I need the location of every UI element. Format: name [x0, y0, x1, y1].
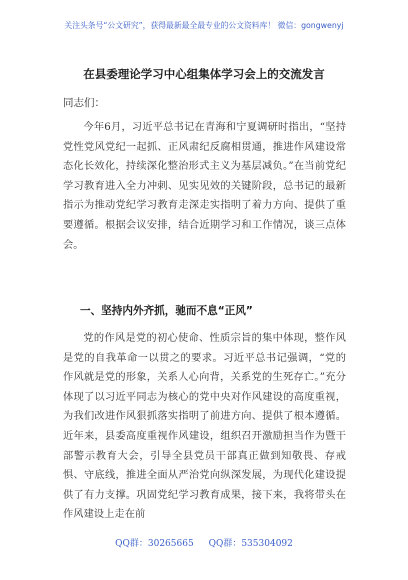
- document-title: 在县委理论学习中心组集体学习会上的交流发言: [83, 67, 325, 81]
- section-heading-1: 一、坚持内外齐抓，驰而不息“正风”: [80, 305, 253, 317]
- footer-qq-group-2: QQ群：535304092: [208, 539, 293, 549]
- footer-qq-group-1: QQ群：30265665: [115, 539, 194, 549]
- paragraph-2: 党的作风是党的初心使命、性质宗旨的集中体现，整作风是党的自我革命一以贯之的要求。习近平总书记强调，“党的作风就是党的形象，关系人心向背，关系党的生死存亡。”充分体现了以习近平同志为核心的党中央对作风建设的高度重视，为我们改进作风狠抓落实指明了前进方向、提供了根本遵循。近年来，县委高度重视作风建设，组织召开激励担当作为暨干部警示教育大会，引导全县党员干部真正做到知敬畏、存戒惧、守底线，推进全面从严治党向纵深发展，为现代化建设提供了有力支撑。巩固党纪学习教育成果，接下来，我将带头在作风建设上走在前: [63, 333, 346, 521]
- header-note: 关注头条号“公文研究”，获得最新最全最专业的公文资料库！ 微信：gongwenyj: [64, 21, 344, 30]
- paragraph-1: 今年6月，习近平总书记在青海和宁夏调研时指出，“坚持党性党风党纪一起抓、正风肃纪反腐相贯通，推进作风建设常态化长效化，持续深化整治形式主义为基层减负。”在当前党纪学习教育进入全力冲刺、见实见效的关键阶段，总书记的最新指示为推动党纪学习教育走深走实指明了着力方向、提供了重要遵循。根据会议安排，结合近期学习和工作情况，谈三点体会。: [63, 122, 346, 251]
- salutation: 同志们：: [63, 97, 105, 109]
- footer-contact: [0, 536, 408, 549]
